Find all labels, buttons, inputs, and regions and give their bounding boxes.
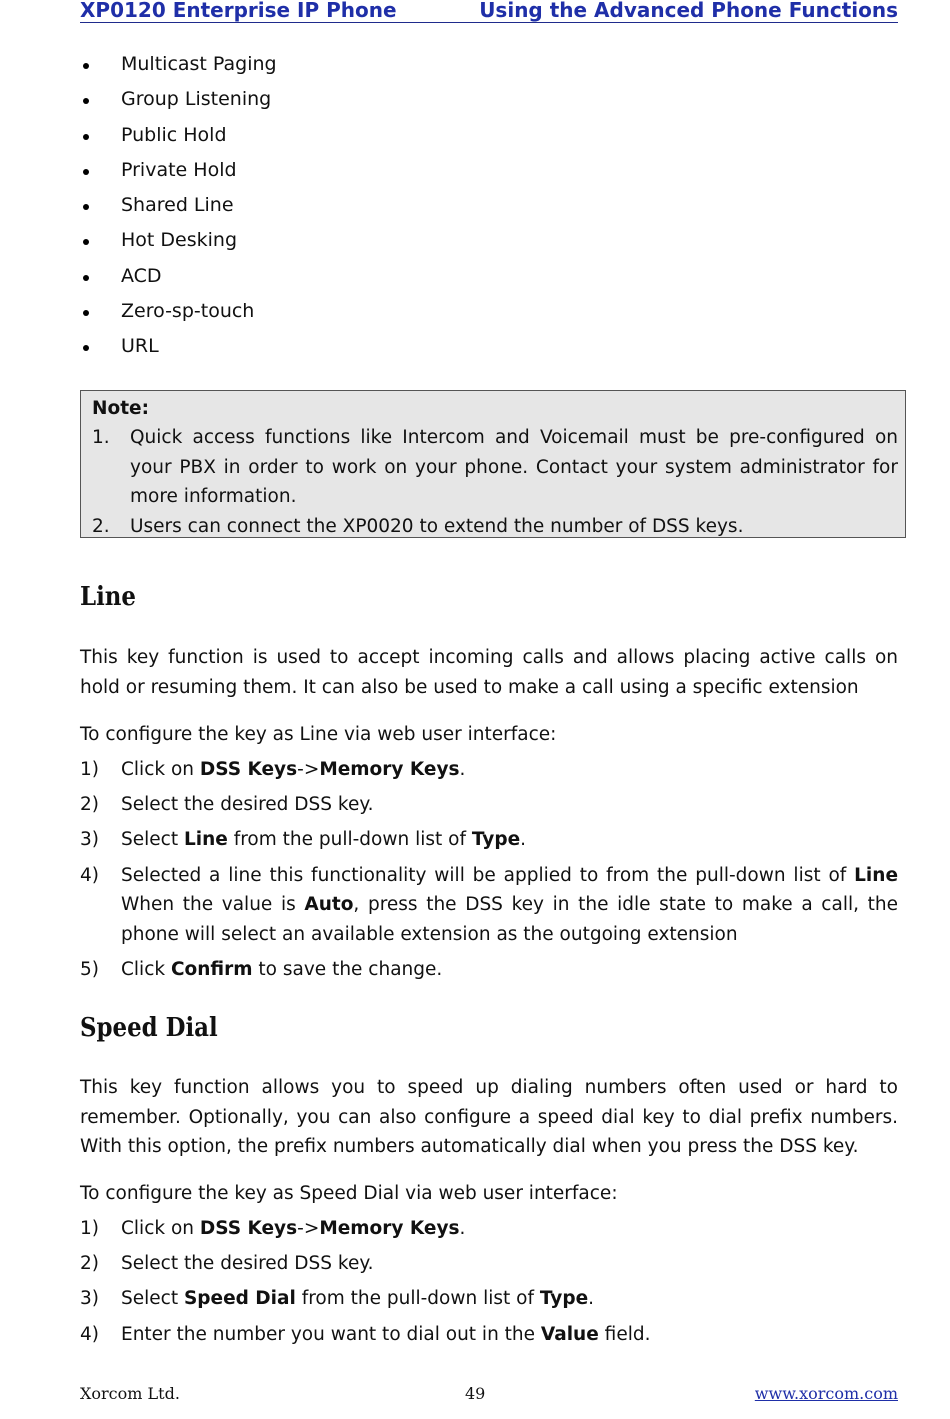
speed-dial-intro: This key function allows you to speed up dialing numbers often used or hard to remember. Optionally, you can also configure a speed dial key to dial prefix numbers. With this option, the prefix numbers automatically dial when you press the DSS key. (80, 1077, 898, 1157)
feature-list (80, 50, 277, 368)
line-intro: This key function is used to accept incoming calls and allows placing active calls on hold or resuming them. It can also be used to make a call using a specific extension (80, 647, 898, 698)
bullet-icon (83, 134, 89, 140)
step-item: 3) Select Line from the pull-down list of Type. (80, 829, 527, 851)
speed-dial-configure: To configure the key as Speed Dial via web user interface: (80, 1183, 618, 1204)
bullet-icon (83, 204, 89, 210)
speed-dial-steps (80, 1214, 898, 1355)
note-item-text: Users can connect the XP0020 to extend the number of DSS keys. (130, 516, 744, 537)
page-number: 49 (465, 1384, 486, 1403)
header-section: Using the Advanced Phone Functions (479, 0, 898, 22)
note-title: Note: (92, 398, 149, 419)
step-item: 5) Click Confirm to save the change. (80, 959, 443, 981)
list-item: Private Hold (80, 156, 277, 191)
step-item: 2) Select the desired DSS key. (80, 1253, 374, 1275)
page-header (80, 0, 898, 23)
note-item-text: Quick access functions like Intercom and Voicemail must be pre-configured on your PBX in order to work on your phone. Contact your system administrator for more information. (130, 427, 898, 507)
footer-website-link[interactable]: www.xorcom.com (754, 1384, 898, 1403)
list-item: Zero-sp-touch (80, 297, 277, 332)
line-steps (80, 755, 898, 991)
line-configure: To configure the key as Line via web user interface: (80, 724, 557, 745)
step-item: 3) Select Speed Dial from the pull-down list of Type. (80, 1288, 595, 1310)
list-item: Hot Desking (80, 226, 277, 261)
step-item: 1) Click on DSS Keys->Memory Keys. (80, 759, 466, 780)
bullet-icon (83, 239, 89, 245)
page-footer (80, 1384, 898, 1406)
header-title: XP0120 Enterprise IP Phone (80, 0, 397, 22)
bullet-icon (83, 63, 89, 69)
footer-company: Xorcom Ltd. (80, 1384, 180, 1403)
note-item (92, 423, 898, 512)
note-item-number: 1. (92, 427, 110, 448)
list-item: URL (80, 332, 277, 367)
note-item-number: 2. (92, 516, 110, 537)
section-heading-line: Line (80, 582, 136, 612)
section-heading-speed-dial: Speed Dial (80, 1013, 218, 1043)
list-item: Public Hold (80, 121, 277, 156)
note-box (80, 390, 906, 538)
bullet-icon (83, 345, 89, 351)
bullet-icon (83, 275, 89, 281)
step-item: 4) Enter the number you want to dial out in the Value field. (80, 1323, 651, 1345)
step-item: 1) Click on DSS Keys->Memory Keys. (80, 1218, 466, 1239)
list-item: ACD (80, 262, 277, 297)
note-item (92, 512, 898, 542)
step-item: 4) Selected a line this functionality will be applied to from the pull-down list of Line When the value is Auto, press the DSS key in the idle state to make a call, the phone will select an available extension as the outgoing extension (80, 864, 898, 946)
bullet-icon (83, 310, 89, 316)
list-item: Multicast Paging (80, 50, 277, 85)
step-item: 2) Select the desired DSS key. (80, 794, 374, 816)
list-item: Shared Line (80, 191, 277, 226)
list-item: Group Listening (80, 85, 277, 120)
bullet-icon (83, 98, 89, 104)
bullet-icon (83, 169, 89, 175)
